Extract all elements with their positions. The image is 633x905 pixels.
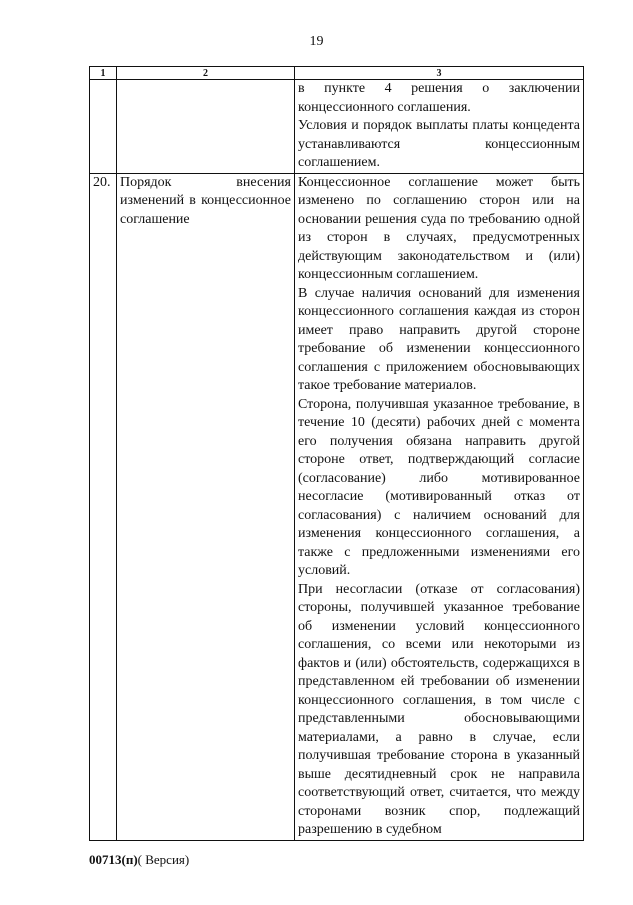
table-row-20	[90, 173, 584, 840]
row-number: 20.	[90, 173, 117, 840]
header-col-3: 3	[295, 67, 584, 80]
continuation-paragraph-2: Условия и порядок выплаты платы концедента устанавливаются концессионным соглашением.	[298, 118, 580, 170]
continuation-col-1	[90, 80, 117, 174]
row-title: Порядок внесения изменений в концессионное соглашение	[120, 174, 291, 227]
table-header-row	[90, 67, 584, 80]
content-paragraph-1: Концессионное соглашение может быть изменено по соглашению сторон или на основании решения суда по требованию одной из сторон в случаях, предусмотренных действующим законодательством и (или) концессионным соглашением.	[298, 174, 580, 282]
row-title-cell	[117, 173, 295, 840]
header-col-1: 1	[90, 67, 117, 80]
content-paragraph-2: В случае наличия оснований для изменения концессионного соглашения каждая из сторон имеет право направить другой стороне требование об изменении концессионного соглашения с приложением обосновывающих такое требование материалов.	[298, 285, 580, 393]
content-paragraph-3: Сторона, получившая указанное требование, в течение 10 (десяти) рабочих дней с момента его получения обязана направить другой стороне ответ, подтверждающий согласие (согласование) либо мотивированное несогласие (мотивированный отказ от согласования) с наличием оснований для изменения концессионного соглашения, а также с предложенными изменениями его условий.	[298, 396, 580, 578]
continuation-paragraph-1: в пункте 4 решения о заключении концессионного соглашения.	[298, 81, 580, 115]
header-col-2: 2	[117, 67, 295, 80]
table-row-continuation	[90, 80, 584, 174]
row-content	[295, 173, 584, 840]
continuation-content	[295, 80, 584, 174]
footer-code: 00713(п)	[89, 852, 138, 867]
footer-suffix: ( Версия)	[137, 852, 190, 867]
document-table	[89, 66, 584, 841]
continuation-col-2	[117, 80, 295, 174]
page-number: 19	[309, 34, 324, 49]
content-paragraph-4: При несогласии (отказе от согласования) стороны, получившей указанное требование об изменении условий концессионного соглашения, со всеми или некоторыми из фактов и (или) обстоятельств, содержащихся в представленном ей требовании об изменении концессионного соглашения, в том числе с представленными обосновывающими материалами, а равно в случае, если получившая требование сторона в указанный выше десятидневный срок не направила соответствующий ответ, считается, что между сторонами возник спор, подлежащий разрешению в судебном	[298, 581, 580, 837]
document-footer	[89, 852, 189, 868]
